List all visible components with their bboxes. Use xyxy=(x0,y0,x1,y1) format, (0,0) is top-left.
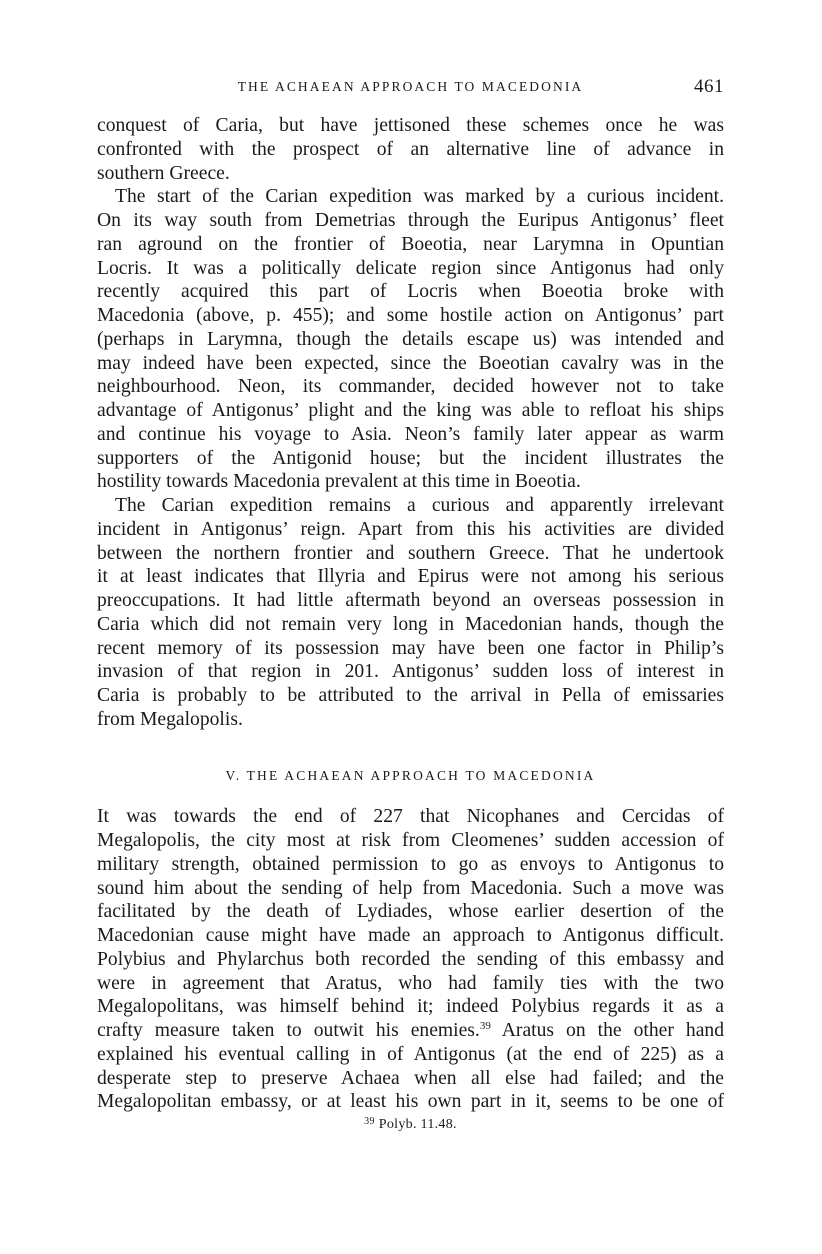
text-line: southern Greece. xyxy=(97,162,230,184)
text-line: Macedonia (above, p. 455); and some hostile action on Antigonus’ part xyxy=(97,305,724,326)
text-line: It was towards the end of 227 that Nicophanes and Cercidas of xyxy=(97,806,724,828)
text-line: Megalopolitan embassy, or at least his own part in it, seems to be one of xyxy=(97,1091,724,1113)
text-line: Megalopolis, the city most at risk from Cleomenes’ sudden accession of xyxy=(97,830,724,851)
text-line: Macedonian cause might have made an approach to Antigonus difficult. xyxy=(97,925,724,946)
text-line: ran aground on the frontier of Boeotia, near Larymna in Opuntian xyxy=(97,233,724,255)
text-line: Caria is probably to be attributed to the arrival in Pella of emissaries xyxy=(97,685,724,706)
text-line: Locris. It was a politically delicate region since Antigonus had only xyxy=(97,257,724,279)
text-line: invasion of that region in 201. Antigonus’ sudden loss of interest in xyxy=(97,661,724,683)
footnote-number: 39 xyxy=(364,1116,375,1127)
text-line: supporters of the Antigonid house; but the incident illustrates the xyxy=(97,447,724,469)
footnote-text: Polyb. 11.48. xyxy=(378,1117,457,1132)
text-line-with-footnote xyxy=(97,1019,724,1043)
text-line: and continue his voyage to Asia. Neon’s family later appear as warm xyxy=(97,423,724,445)
text-line: confronted with the prospect of an alternative line of advance in xyxy=(97,138,724,160)
paragraph xyxy=(97,114,724,185)
text-line: preoccupations. It had little aftermath beyond an overseas possession in xyxy=(97,590,724,611)
text-line: were in agreement that Aratus, who had family ties with the two xyxy=(97,972,724,994)
text-line: (perhaps in Larymna, though the details escape us) was intended and xyxy=(97,328,724,350)
running-title: THE ACHAEAN APPROACH TO MACEDONIA xyxy=(237,79,584,94)
text-line: recently acquired this part of Locris when Boeotia broke with xyxy=(97,281,724,303)
running-head xyxy=(97,76,724,103)
text-line: The start of the Carian expedition was marked by a curious incident. xyxy=(115,186,724,208)
page-number: 461 xyxy=(694,76,724,97)
section-heading: V. THE ACHAEAN APPROACH TO MACEDONIA xyxy=(225,767,596,783)
text-line: incident in Antigonus’ reign. Apart from this his activities are divided xyxy=(97,518,724,540)
text-segment: Aratus on the other hand xyxy=(490,1020,724,1041)
text-line: recent memory of its possession may have been one factor in Philip’s xyxy=(97,637,724,659)
text-line: advantage of Antigonus’ plight and the king was able to refloat his ships xyxy=(97,400,724,421)
text-line: Caria which did not remain very long in Macedonian hands, though the xyxy=(97,613,724,635)
text-line: between the northern frontier and southern Greece. That he undertook xyxy=(97,542,724,564)
text-line: hostility towards Macedonia prevalent at this time in Boeotia. xyxy=(97,471,581,493)
text-line: it at least indicates that Illyria and Epirus were not among his serious xyxy=(97,566,724,588)
text-line: conquest of Caria, but have jettisoned these schemes once he was xyxy=(97,115,724,136)
footnote-reference[interactable]: 39 xyxy=(479,1020,491,1032)
text-line: Polybius and Phylarchus both recorded the sending of this embassy and xyxy=(97,948,724,970)
paragraph xyxy=(97,805,724,1114)
text-line: facilitated by the death of Lydiades, whose earlier desertion of the xyxy=(97,901,724,923)
text-line: The Carian expedition remains a curious and apparently irrelevant xyxy=(115,495,724,516)
text-line: On its way south from Demetrias through the Euripus Antigonus’ fleet xyxy=(97,210,724,231)
text-line: desperate step to preserve Achaea when all else had failed; and the xyxy=(97,1067,724,1089)
paragraph xyxy=(97,185,724,494)
footnote xyxy=(97,1115,724,1135)
text-line: Megalopolitans, was himself behind it; indeed Polybius regards it as a xyxy=(97,996,724,1018)
text-segment: crafty measure taken to outwit his enemies. xyxy=(97,1020,480,1041)
text-line: from Megalopolis. xyxy=(97,708,243,730)
text-line: may indeed have been expected, since the Boeotian cavalry was in the xyxy=(97,352,724,374)
text-line: military strength, obtained permission to go as envoys to Antigonus to xyxy=(97,853,724,875)
text-line: explained his eventual calling in of Antigonus (at the end of 225) as a xyxy=(97,1043,724,1065)
paragraph xyxy=(97,494,724,732)
text-line: sound him about the sending of help from Macedonia. Such a move was xyxy=(97,877,724,899)
body-text xyxy=(97,114,724,1135)
text-line: neighbourhood. Neon, its commander, decided however not to take xyxy=(97,376,724,398)
